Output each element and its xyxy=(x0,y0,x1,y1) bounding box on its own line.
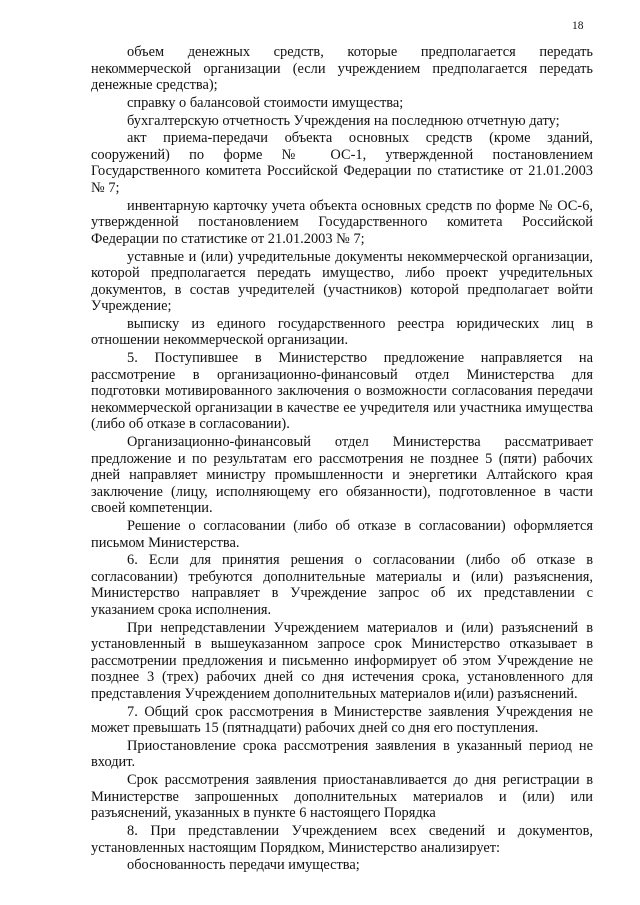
page-number: 18 xyxy=(572,20,584,32)
paragraph: Решение о согласовании (либо об отказе в согласовании) оформляется письмом Министерства. xyxy=(91,518,593,551)
paragraph: 7. Общий срок рассмотрения в Министерстве заявления Учреждения не может превышать 15 (пятнадцати) рабочих дней со дня его поступления. xyxy=(91,703,593,737)
paragraph: инвентарную карточку учета объекта основных средств по форме № ОС-6, утвержденной постановлением Государственного комитета Российской Федерации по статистике от 21.01.2003 № 7; xyxy=(91,197,593,247)
paragraph: Срок рассмотрения заявления приостанавливается до дня регистрации в Министерстве запрошенных дополнительных материалов и (или) или разъяснений, указанных в пункте 6 настоящего Порядка xyxy=(91,772,593,822)
paragraph: уставные и (или) учредительные документы некоммерческой организации, которой предполагается передать имущество, либо проект учредительных документов, в состав учредителей (участников) которой предполагает войти Учреждение; xyxy=(91,248,593,315)
paragraph: выписку из единого государственного реестра юридических лиц в отношении некоммерческой организации. xyxy=(91,315,593,349)
paragraph: обоснованность передачи имущества; xyxy=(127,857,360,874)
paragraph: Приостановление срока рассмотрения заявления в указанный период не входит. xyxy=(91,737,593,771)
paragraph: Организационно-финансовый отдел Министерства рассматривает предложение и по результатам его рассмотрения не позднее 5 (пяти) рабочих дней направляет министру промышленности и энергетики Алтайского края заключение (лицу, исполняющему его обязанности), подготовленное в части своей компетенции. xyxy=(91,434,593,517)
paragraph: 6. Если для принятия решения о согласовании (либо об отказе в согласовании) требуются дополнительные материалы и (или) разъяснения, Министерство направляет в Учреждение запрос об их представлении с указанием срока исполнения. xyxy=(91,552,593,618)
paragraph: справку о балансовой стоимости имущества; xyxy=(127,94,404,111)
paragraph: объем денежных средств, которые предполагается передать некоммерческой организации (если учреждением предполагается передать денежные средства); xyxy=(91,44,593,94)
paragraph: При непредставлении Учреждением материалов и (или) разъяснений в установленный в вышеуказанном запросе срок Министерство отказывает в рассмотрении предложения и письменно информирует об этом Учреждение не позднее 3 (трех) рабочих дней со дня истечения срока, установленного для представления Учреждением дополнительных материалов и(или) разъяснений. xyxy=(91,619,593,702)
paragraph: бухгалтерскую отчетность Учреждения на последнюю отчетную дату; xyxy=(127,112,560,129)
paragraph: 8. При представлении Учреждением всех сведений и документов, установленных настоящим Порядком, Министерство анализирует: xyxy=(91,822,593,856)
document-body xyxy=(91,44,593,875)
paragraph: 5. Поступившее в Министерство предложение направляется на рассмотрение в организационно-финансовый отдел Министерства для подготовки мотивированного заключения о возможности согласования передачи некоммерческой организации в качестве ее учредителя или участника имущества (либо об отказе в согласовании). xyxy=(91,350,593,433)
paragraph: акт приема-передачи объекта основных средств (кроме зданий, сооружений) по форме № ОС-1, утвержденной постановлением Государственного комитета Российской Федерации по статистике от 21.01.2003 № 7; xyxy=(91,130,593,196)
